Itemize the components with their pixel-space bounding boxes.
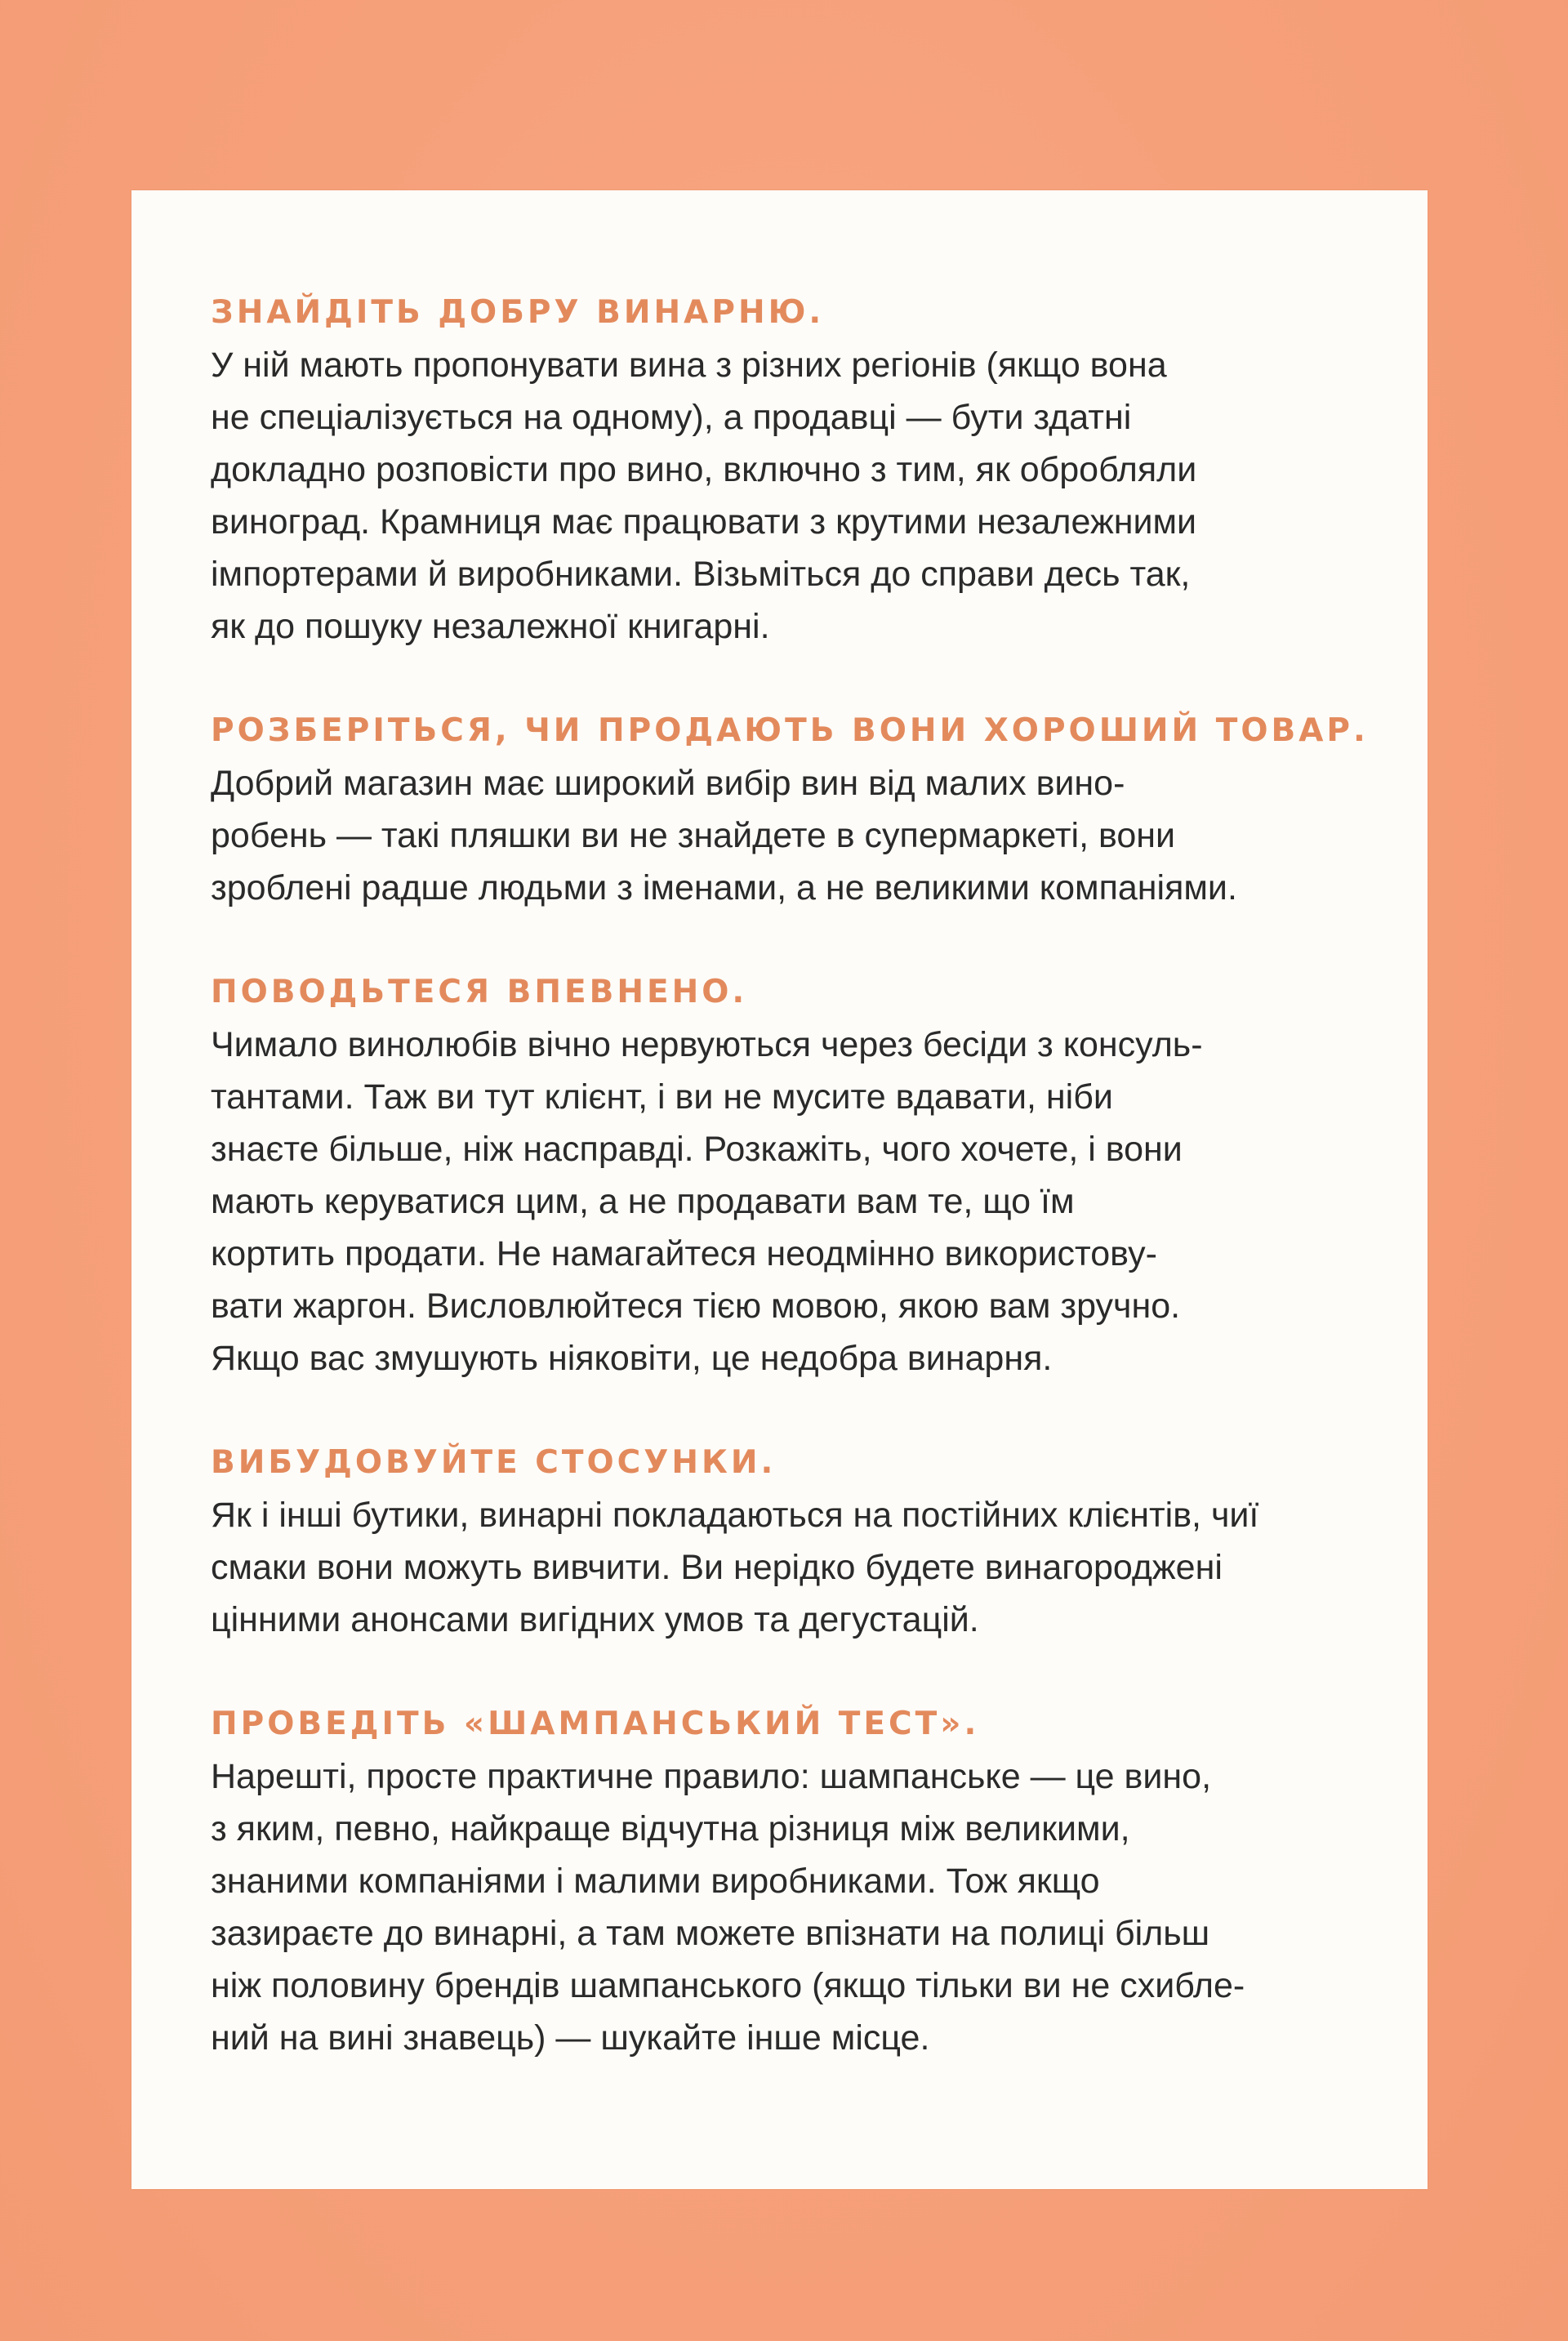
section-build-relationships bbox=[211, 1437, 1370, 1646]
text-line: виноград. Крамниця має працювати з крутими незалежними bbox=[211, 502, 1197, 542]
section-be-confident bbox=[211, 966, 1370, 1385]
section-heading: ВИБУДОВУЙТЕ СТОСУНКИ. bbox=[211, 1444, 777, 1481]
text-line: Як і інші бутики, винарні покладаються на постійних клієнтів, чиї bbox=[211, 1496, 1259, 1535]
text-line: зазираєте до винарні, а там можете впізнати на полиці більш bbox=[211, 1914, 1210, 1953]
text-line: У ній мають пропонувати вина з різних регіонів (якщо вона bbox=[211, 346, 1167, 385]
text-line: знаними компаніями і малими виробниками. Тож якщо bbox=[211, 1862, 1100, 1901]
text-line: вати жаргон. Висловлюйтеся тією мовою, якою вам зручно. bbox=[211, 1286, 1181, 1326]
text-line: мають керуватися цим, а не продавати вам те, що їм bbox=[211, 1182, 1075, 1221]
text-line: докладно розповісти про вино, включно з тим, як обробляли bbox=[211, 450, 1197, 489]
text-line: ний на вині знавець) — шукайте інше місце. bbox=[211, 2018, 930, 2058]
card-content bbox=[211, 287, 1370, 2116]
text-card bbox=[131, 190, 1428, 2189]
text-line: ніж половину брендів шампанського (якщо тільки ви не схибле- bbox=[211, 1966, 1245, 2005]
text-line: знаєте більше, ніж насправді. Розкажіть, чого хочете, і вони bbox=[211, 1130, 1183, 1169]
section-find-wine-shop bbox=[211, 287, 1370, 653]
section-check-products bbox=[211, 705, 1370, 914]
text-line: кортить продати. Не намагайтеся неодмінно використову- bbox=[211, 1234, 1157, 1273]
text-line: імпортерами й виробниками. Візьміться до справи десь так, bbox=[211, 555, 1191, 594]
text-line: смаки вони можуть вивчити. Ви нерідко будете винагороджені bbox=[211, 1548, 1223, 1587]
section-heading: ПРОВЕДІТЬ «ШАМПАНСЬКИЙ ТЕСТ». bbox=[211, 1706, 980, 1742]
text-line: Нарешті, просте практичне правило: шампанське — це вино, bbox=[211, 1757, 1212, 1796]
text-line: Добрий магазин має широкий вибір вин від малих вино- bbox=[211, 764, 1125, 803]
section-champagne-test bbox=[211, 1698, 1370, 2064]
text-line: тантами. Таж ви тут клієнт, і ви не мусите вдавати, ніби bbox=[211, 1077, 1113, 1117]
text-line: з яким, певно, найкраще відчутна різниця між великими, bbox=[211, 1809, 1130, 1848]
text-line: цінними анонсами вигідних умов та дегустацій. bbox=[211, 1600, 979, 1639]
text-line: зроблені радше людьми з іменами, а не великими компаніями. bbox=[211, 868, 1237, 907]
text-line: не спеціалізується на одному), а продавці — бути здатні bbox=[211, 398, 1132, 437]
text-line: як до пошуку незалежної книгарні. bbox=[211, 607, 770, 646]
section-heading: РОЗБЕРІТЬСЯ, ЧИ ПРОДАЮТЬ ВОНИ ХОРОШИЙ ТОВАР. bbox=[211, 712, 1369, 749]
text-line: Чимало винолюбів вічно нервуються через бесіди з консуль- bbox=[211, 1025, 1203, 1064]
section-heading: ЗНАЙДІТЬ ДОБРУ ВИНАРНЮ. bbox=[211, 294, 825, 331]
text-line: робень — такі пляшки ви не знайдете в супермаркеті, вони bbox=[211, 816, 1176, 855]
text-line: Якщо вас змушують ніяковіти, це недобра винарня. bbox=[211, 1339, 1053, 1378]
section-heading: ПОВОДЬТЕСЯ ВПЕВНЕНО. bbox=[211, 974, 748, 1010]
